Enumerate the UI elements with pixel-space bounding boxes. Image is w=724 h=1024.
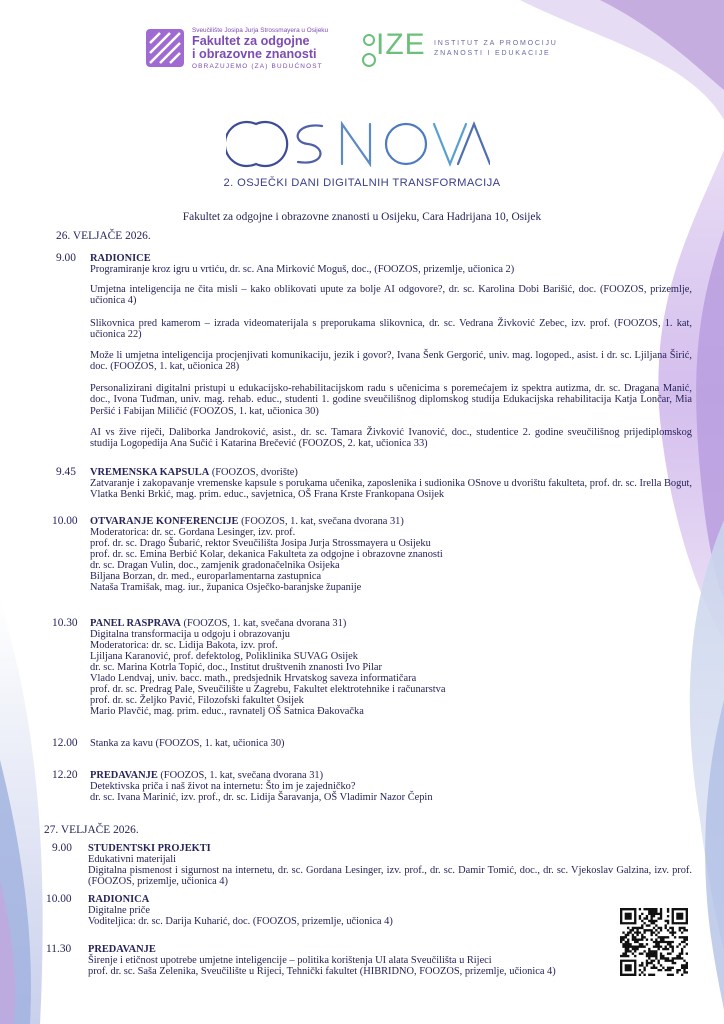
venue-line: Fakultet za odgojne i obrazovne znanosti u Osijeku, Cara Hadrijana 10, Osijek	[182, 211, 542, 223]
block-line: dr. sc. Marina Kotrla Topić, doc., Institut društvenih znanosti Ivo Pilar	[90, 662, 382, 673]
qr-code-icon[interactable]	[620, 908, 688, 976]
block-line: prof. dr. sc. Predrag Pale, Sveučilište u Zagrebu, Fakultet elektrotehnike i računarstva	[90, 684, 446, 695]
block-line: Detektivska priča i naš život na internetu: Što im je zajedničko?	[90, 781, 356, 792]
institute-line2: ZNANOSTI I EDUKACIJE	[434, 50, 551, 57]
block-title: PREDAVANJE (FOOZOS, 1. kat, svečana dvorana 31)	[90, 770, 324, 781]
block-line: Vlado Lendvaj, univ. bacc. math., predsjednik Hrvatskog saveza informatičara	[90, 673, 417, 684]
faculty-emblem-icon	[146, 29, 184, 67]
workshop-item: AI vs žive riječi, Daliborka Jandroković, asist., dr. sc. Tamara Živković Ivanović, doc., studentice 2. godine sveučilišnog prijediplomskog studija Logopedija Ana Sučić i Katarina Brečević (FOOZOS, 2. kat, učionica 33)	[90, 427, 692, 450]
day-2-date: 27. VELJAČE 2026.	[44, 824, 139, 836]
event-subtitle: 2. OSJEČKI DANI DIGITALNIH TRANSFORMACIJA	[223, 177, 501, 189]
osnova-logotype	[226, 116, 490, 172]
block-line: Širenje i etičnost upotrebe umjetne inteligencije – politika korištenja UI alata Sveučilišta u Rijeci	[88, 955, 492, 966]
workshop-item: Slikovnica pred kamerom – izrada videomaterijala s preporukama slikovnica, dr. sc. Vedrana Živković Zebec, izv. prof. (FOOZOS, 1. kat, učionica 22)	[90, 318, 692, 341]
ize-mark: IZE	[376, 28, 426, 61]
block-line: Nataša Tramišak, mag. iur., županica Osječko-baranjske županije	[90, 582, 362, 593]
block-line: Moderatorica: dr. sc. Gordana Lesinger, izv. prof.	[90, 527, 296, 538]
block-time: 9.00	[56, 252, 76, 264]
block-line: prof. dr. sc. Drago Šubarić, rektor Sveučilišta Josipa Jurja Strossmayera u Osijeku	[90, 538, 431, 549]
block-title: RADIONICE	[90, 253, 151, 264]
block-time: 10.00	[46, 893, 72, 905]
block-title: PANEL RASPRAVA (FOOZOS, 1. kat, svečana dvorana 31)	[90, 618, 347, 629]
block-title: PREDAVANJE	[88, 944, 156, 955]
faculty-name-line1: Fakultet za odgojne	[192, 34, 310, 48]
block-line: dr. sc. Dragan Vulin, doc., zamjenik gradonačelnika Osijeka	[90, 560, 340, 571]
block-line: Digitalne priče	[88, 905, 151, 916]
faculty-logo	[146, 27, 376, 77]
block-line: prof. dr. sc. Saša Zelenika, Sveučilište u Rijeci, Tehnički fakultet (HIBRIDNO, FOOZOS, prizemlje, učionica 4)	[88, 966, 556, 977]
block-title: VREMENSKA KAPSULA (FOOZOS, dvorište)	[90, 467, 298, 478]
block-time: 10.00	[52, 515, 78, 527]
block-item: Zatvaranje i zakopavanje vremenske kapsule s porukama učenika, zaposlenika i sudionika OSnove u dvorištu fakulteta, prof. dr. sc. Irella Bogut, Vlatka Benki Brkić, mag. prim. educ., savjetnica, OŠ Frana Krste Frankopana Osijek	[90, 478, 692, 501]
day-1-date: 26. VELJAČE 2026.	[56, 230, 151, 242]
institute-logo	[362, 30, 562, 72]
block-time: 9.45	[56, 466, 76, 478]
block-time: 11.30	[46, 943, 72, 955]
block-title: OTVARANJE KONFERENCIJE (FOOZOS, 1. kat, svečana dvorana 31)	[90, 516, 404, 527]
workshop-item: Programiranje kroz igru u vrtiću, dr. sc. Ana Mirković Moguš, doc., (FOOZOS, prizemlje, učionica 2)	[90, 264, 515, 275]
block-line: Voditeljica: dr. sc. Darija Kuharić, doc. (FOOZOS, prizemlje, učionica 4)	[88, 916, 393, 927]
workshop-item: Umjetna inteligencija ne čita misli – kako oblikovati upute za bolje AI odgovore?, dr. sc. Karolina Dobi Barišić, doc. (FOOZOS, prizemlje, učionica 4)	[90, 284, 692, 307]
block-line: prof. dr. sc. Emina Berbić Kolar, dekanica Fakulteta za odgojne i obrazovne znanosti	[90, 549, 443, 560]
block-title: RADIONICA	[88, 894, 150, 905]
faculty-tagline: OBRAZUJEMO (ZA) BUDUĆNOST	[192, 63, 323, 70]
block-line: Moderatorica: dr. sc. Lidija Bakota, izv. prof.	[90, 640, 278, 651]
workshop-item: Personalizirani digitalni pristupi u edukacijsko-rehabilitacijskom radu s učenicima s poremećajem iz spektra autizma, dr. sc. Dragana Manić, doc., Ivona Tuđman, univ. mag. rehab. educ., studenti 1. godine sveučilišnog diplomskog studija Edukacijska rehabilitacija Katja Lončar, Mia Peršić i Fabijan Miličić (FOOZOS, 1. kat, učionica 30)	[90, 383, 692, 417]
institute-line1: INSTITUT ZA PROMOCIJU	[434, 40, 558, 47]
block-time: 9.00	[52, 842, 72, 854]
block-item: Digitalna pismenost i sigurnost na internetu, dr. sc. Gordana Lesinger, izv. prof., dr. sc. Damir Tomić, doc., dr. sc. Vjekoslav Galzina, izv. prof. (FOOZOS, prizemlje, učionica 4)	[88, 865, 692, 888]
block-line: dr. sc. Ivana Marinić, izv. prof., dr. sc. Lidija Šaravanja, OŠ Vladimir Nazor Čepin	[90, 792, 433, 803]
block-time: 12.00	[52, 737, 78, 749]
block-line: Ljiljana Karanović, prof. defektolog, Poliklinika SUVAG Osijek	[90, 651, 358, 662]
block-line: prof. dr. sc. Željko Pavić, Filozofski fakultet Osijek	[90, 695, 304, 706]
coffee-break: Stanka za kavu (FOOZOS, 1. kat, učionica 30)	[90, 738, 285, 749]
workshop-item: Može li umjetna inteligencija procjenjivati komunikaciju, jezik i govor?, Ivana Šenk Gergorić, univ. mag. logoped., asist. i dr. sc. Ljiljana Širić, doc. (FOOZOS, 1. kat, učionica 28)	[90, 350, 692, 373]
block-title: STUDENTSKI PROJEKTI	[88, 843, 211, 854]
faculty-name-line2: i obrazovne znanosti	[192, 47, 317, 61]
block-time: 12.20	[52, 769, 78, 781]
block-time: 10.30	[52, 617, 78, 629]
block-line: Edukativni materijali	[88, 854, 177, 865]
block-line: Biljana Borzan, dr. med., europarlamentarna zastupnica	[90, 571, 322, 582]
block-line: Digitalna transformacija u odgoju i obrazovanju	[90, 629, 290, 640]
block-line: Mario Plavčić, mag. prim. educ., ravnatelj OŠ Satnica Đakovačka	[90, 706, 364, 717]
faculty-university-text: Sveučilište Josipa Jurja Strossmayera u Osijeku	[192, 27, 329, 34]
